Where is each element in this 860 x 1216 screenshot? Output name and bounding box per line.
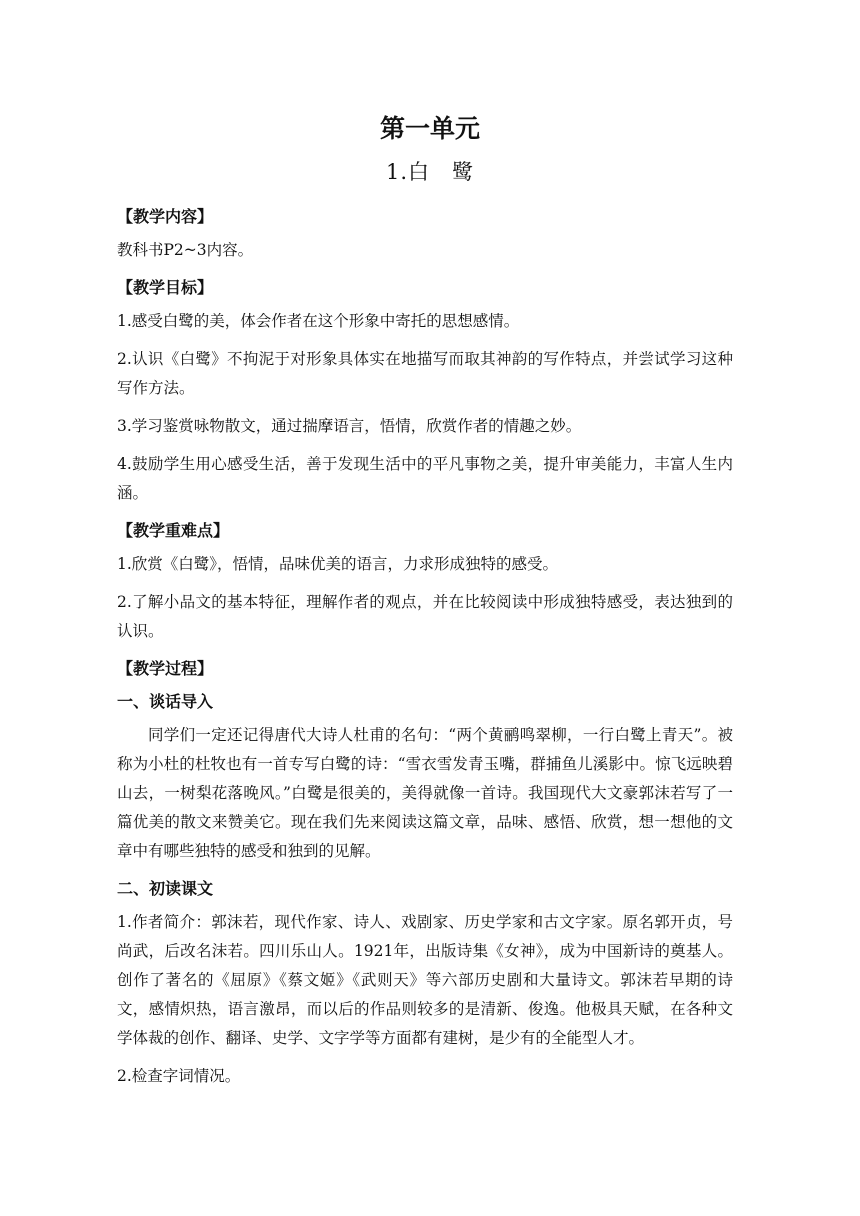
lesson-title: 1.白 鹭 — [385, 160, 475, 184]
section-heading-goals: 【教学目标】 — [117, 278, 214, 297]
section-heading-content: 【教学内容】 — [117, 207, 214, 226]
content-text: 教科书P2~3内容。 — [117, 241, 254, 259]
step-heading-first-reading: 二、初读课文 — [117, 879, 214, 898]
goal-item: 3.学习鉴赏咏物散文，通过揣摩语言，悟情，欣赏作者的情趣之妙。 — [117, 417, 582, 435]
first-reading-item: 2.检查字词情况。 — [117, 1067, 241, 1085]
key-point-item: 2.了解小品文的基本特征，理解作者的观点，并在比较阅读中形成独特感受，表达独到的认识。 — [117, 593, 733, 640]
intro-paragraph: 同学们一定还记得唐代大诗人杜甫的名句：“两个黄鹂鸣翠柳，一行白鹭上青天”。被称为小杜的杜牧也有一首专写白鹭的诗：“雪衣雪发青玉嘴，群捕鱼儿溪影中。惊飞远映碧山去，一树梨花落晚风。”白鹭是很美的，美得就像一首诗。我国现代大文豪郭沫若写了一篇优美的散文来赞美它。现在我们先来阅读这篇文章，品味、感悟、欣赏，想一想他的文章中有哪些独特的感受和独到的见解。 — [117, 726, 733, 860]
section-heading-process: 【教学过程】 — [117, 659, 214, 678]
key-point-item: 1.欣赏《白鹭》，悟情，品味优美的语言，力求形成独特的感受。 — [117, 555, 559, 573]
step-heading-intro: 一、谈话导入 — [117, 692, 214, 711]
goal-item: 2.认识《白鹭》不拘泥于对形象具体实在地描写而取其神韵的写作特点，并尝试学习这种写作方法。 — [117, 350, 733, 397]
section-heading-key-points: 【教学重难点】 — [117, 521, 230, 540]
first-reading-item: 1.作者简介：郭沫若，现代作家、诗人、戏剧家、历史学家和古文字家。原名郭开贞，号尚武，后改名沫若。四川乐山人。1921年，出版诗集《女神》，成为中国新诗的奠基人。创作了著名的《屈原》《蔡文姬》《武则天》等六部历史剧和大量诗文。郭沫若早期的诗文，感情炽热，语言激昂，而以后的作品则较多的是清新、俊逸。他极具天赋，在各种文学体裁的创作、翻译、史学、文字学等方面都有建树，是少有的全能型人才。 — [117, 913, 733, 1047]
unit-title: 第一单元 — [379, 114, 480, 143]
goal-item: 4.鼓励学生用心感受生活，善于发现生活中的平凡事物之美，提升审美能力，丰富人生内涵。 — [117, 455, 733, 502]
goal-item: 1.感受白鹭的美，体会作者在这个形象中寄托的思想感情。 — [117, 312, 520, 330]
document-body — [117, 203, 733, 1100]
